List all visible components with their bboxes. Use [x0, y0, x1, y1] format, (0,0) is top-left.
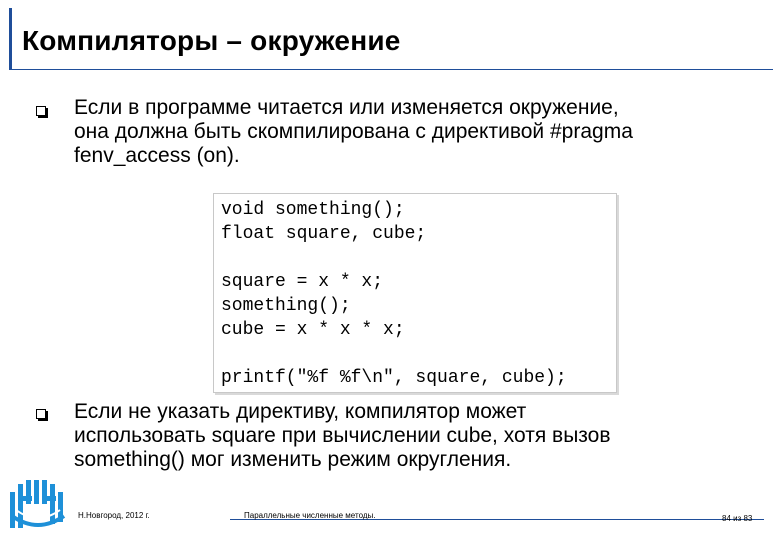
code-line-4: square = x * x;: [221, 272, 384, 292]
footer-location: Н.Новгород, 2012 г.: [78, 511, 150, 520]
page-number: 84 из 83: [722, 514, 753, 523]
code-line-6: cube = x * x * x;: [221, 320, 405, 340]
bullet-2-line-2: использовать square при вычислении cube, хотя вызов: [74, 424, 611, 447]
bullet-1-line-3: fenv_access (on).: [74, 144, 240, 167]
footer-course: Параллельные численные методы.: [244, 511, 376, 520]
code-line-2: float square, cube;: [221, 224, 427, 244]
bullet-marker-icon: [36, 106, 46, 116]
bullet-1-line-2: она должна быть скомпилирована с директивой #pragma: [74, 120, 633, 143]
code-line-5: something();: [221, 296, 351, 316]
code-line-8: printf("%f %f\n", square, cube);: [221, 368, 567, 388]
bullet-text-2: [74, 400, 734, 472]
bullet-marker-icon: [36, 409, 46, 419]
university-logo-icon: [6, 470, 70, 534]
bullet-1-line-1: Если в программе читается или изменяется окружение,: [74, 96, 619, 119]
code-line-1: void something();: [221, 200, 405, 220]
bullet-text-1: [74, 96, 734, 168]
slide-title: Компиляторы – окружение: [22, 25, 401, 56]
bullet-2-line-3: something() мог изменить режим округления.: [74, 448, 512, 471]
bullet-2-line-1: Если не указать директиву, компилятор может: [74, 400, 527, 423]
